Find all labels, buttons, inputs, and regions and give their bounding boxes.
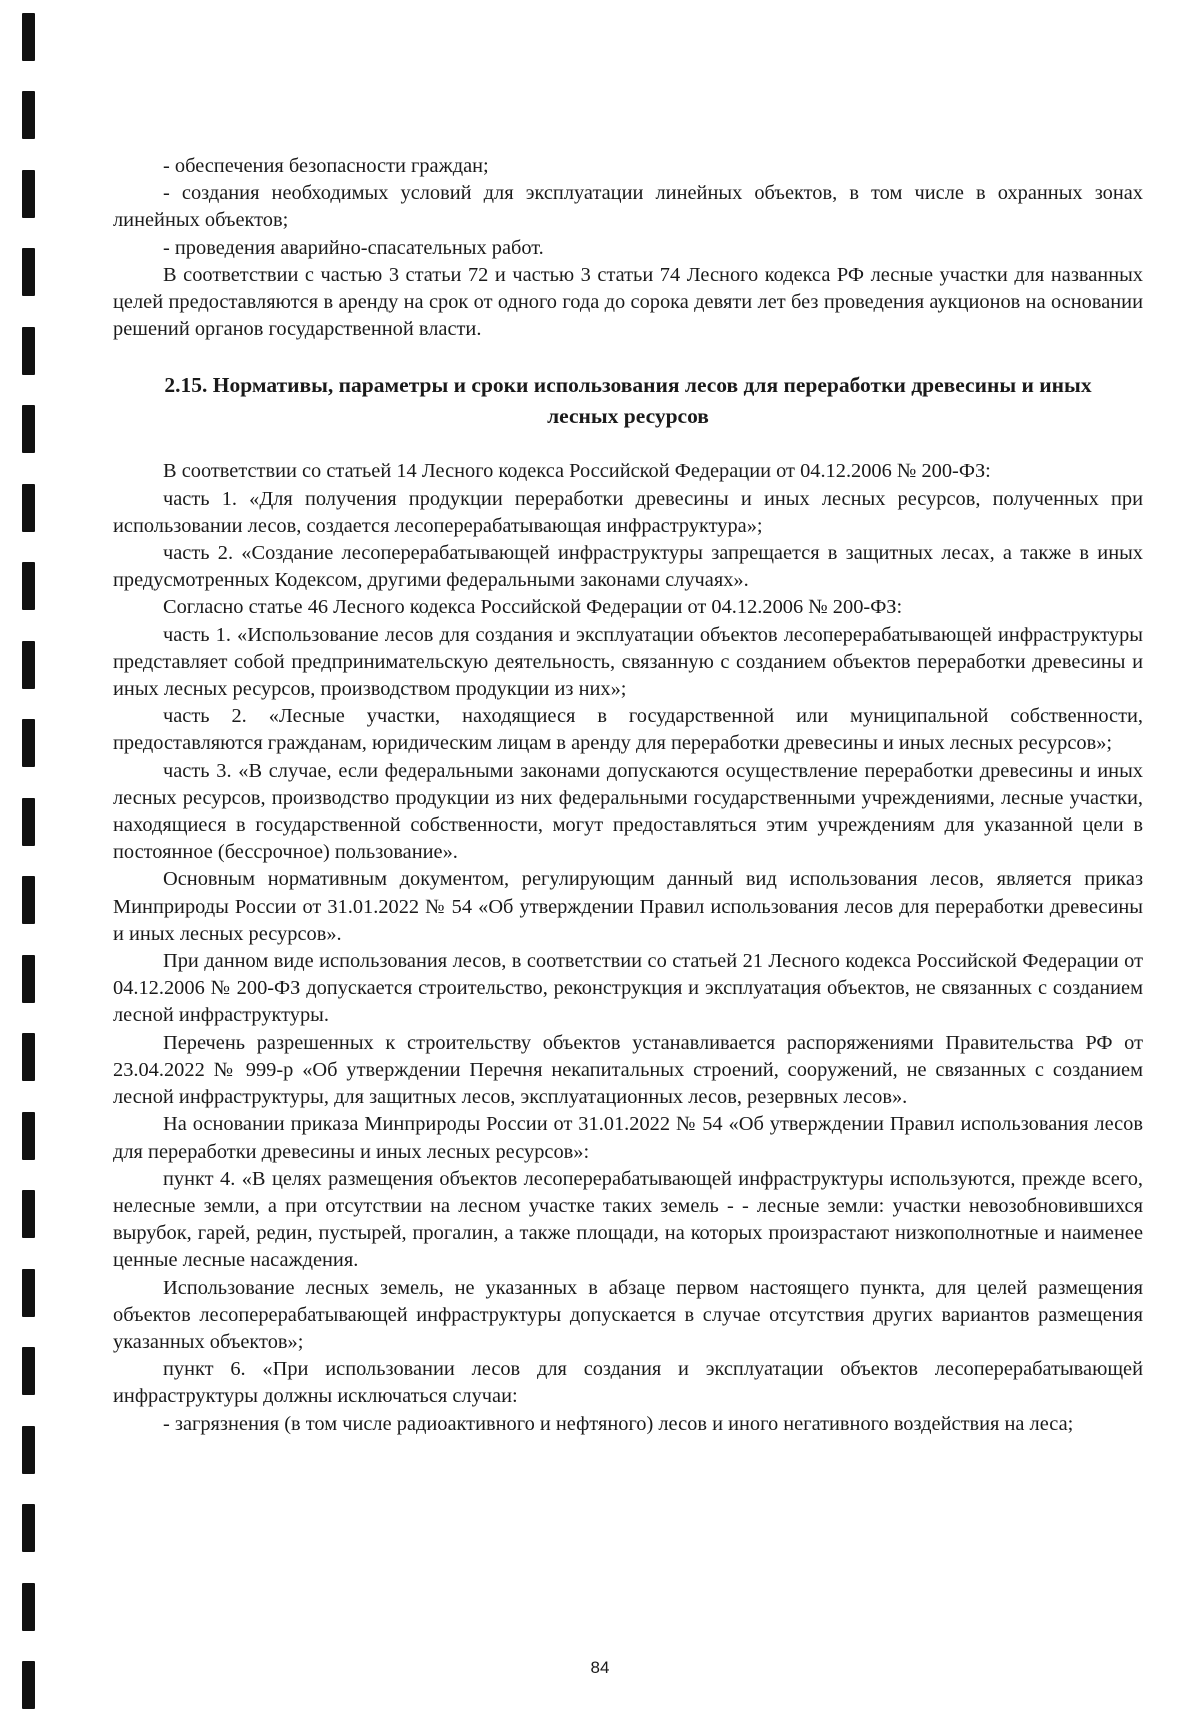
binding-mark	[22, 1583, 35, 1631]
binding-mark	[22, 641, 35, 689]
paragraph: Использование лесных земель, не указанных в абзаце первом настоящего пункта, для целей размещения объектов лесоперерабатывающей инфраструктуры допускается в случае отсутствия других вариантов размещения указанных объектов»;	[113, 1276, 1143, 1353]
binding-mark	[22, 1112, 35, 1160]
binding-mark	[22, 13, 35, 61]
intro-paragraph: В соответствии с частью 3 статьи 72 и частью 3 статьи 74 Лесного кодекса РФ лесные участки для названных целей предоставляются в аренду на срок от одного года до сорока девяти лет без проведения аукционов на основании решений органов государственной власти.	[113, 263, 1143, 341]
paragraph: часть 1. «Использование лесов для создания и эксплуатации объектов лесоперерабатывающей инфраструктуры представляет собой предпринимательскую деятельность, связанную с созданием объектов переработки древесины и иных лесных ресурсов, производством продукции из них»;	[113, 623, 1143, 701]
paragraph: часть 3. «В случае, если федеральными законами допускаются осуществление переработки древесины и иных лесных ресурсов, производство продукции из них федеральными государственными учреждениями, лесные участки, находящиеся в государственной собственности, могут предоставляться этим учреждениям для указанной цели в постоянное (бессрочное) пользование».	[113, 759, 1143, 864]
paragraph: Перечень разрешенных к строительству объектов устанавливается распоряжениями Правительства РФ от 23.04.2022 № 999-р «Об утверждении Перечня некапитальных строений, сооружений, не связанных с созданием лесной инфраструктуры, для защитных лесов, эксплуатационных лесов, резервных лесов».	[113, 1031, 1143, 1109]
binding-mark	[22, 1504, 35, 1552]
paragraph: Согласно статье 46 Лесного кодекса Российской Федерации от 04.12.2006 № 200-ФЗ:	[163, 596, 903, 619]
binding-mark	[22, 1033, 35, 1081]
paragraph: пункт 6. «При использовании лесов для создания и эксплуатации объектов лесоперерабатывающей инфраструктуры должны исключаться случаи:	[113, 1358, 1143, 1408]
binding-mark	[22, 1426, 35, 1474]
paragraph: При данном виде использования лесов, в соответствии со статьей 21 Лесного кодекса Российской Федерации от 04.12.2006 № 200-ФЗ допускается строительство, реконструкция и эксплуатация объектов, не связанных с созданием лесной инфраструктуры.	[113, 950, 1143, 1027]
binding-mark	[22, 562, 35, 610]
binding-mark	[22, 876, 35, 924]
paragraph: На основании приказа Минприроды России от 31.01.2022 № 54 «Об утверждении Правил использования лесов для переработки древесины и иных лесных ресурсов»:	[113, 1113, 1143, 1163]
binding-mark	[22, 327, 35, 375]
binding-mark	[22, 1347, 35, 1395]
binding-mark	[22, 719, 35, 767]
intro-item: - проведения аварийно-спасательных работ.	[163, 236, 544, 259]
page-number: 84	[590, 1658, 610, 1677]
binding-mark	[22, 405, 35, 453]
paragraph: В соответствии со статьей 14 Лесного кодекса Российской Федерации от 04.12.2006 № 200-ФЗ:	[163, 460, 991, 483]
section-title: 2.15. Нормативы, параметры и сроки использования лесов для переработки древесины и иных лесных ресурсов	[164, 373, 1092, 429]
binding-mark	[22, 798, 35, 846]
intro-item: - обеспечения безопасности граждан;	[163, 155, 489, 177]
paragraph: часть 1. «Для получения продукции переработки древесины и иных лесных ресурсов, полученных при использовании лесов, создается лесоперерабатывающая инфраструктура»;	[113, 487, 1143, 537]
document-body	[113, 153, 1143, 1438]
binding-mark	[22, 248, 35, 296]
paragraph: - загрязнения (в том числе радиоактивного и нефтяного) лесов и иного негативного воздействия на леса;	[163, 1412, 1074, 1435]
paragraph: часть 2. «Лесные участки, находящиеся в государственной или муниципальной собственности, предоставляются гражданам, юридическим лицам в аренду для переработки древесины и иных лесных ресурсов»;	[113, 705, 1143, 755]
binding-marks	[22, 0, 48, 1719]
paragraph: Основным нормативным документом, регулирующим данный вид использования лесов, является приказ Минприроды России от 31.01.2022 № 54 «Об утверждении Правил использования лесов для переработки древесины и иных лесных ресурсов».	[113, 868, 1143, 945]
binding-mark	[22, 484, 35, 532]
binding-mark	[22, 1269, 35, 1317]
paragraph: часть 2. «Создание лесоперерабатывающей инфраструктуры запрещается в защитных лесах, а также в иных предусмотренных Кодексом, другими федеральными законами случаях».	[113, 542, 1143, 592]
binding-mark	[22, 91, 35, 139]
paragraph: пункт 4. «В целях размещения объектов лесоперерабатывающей инфраструктуры используются, прежде всего, нелесные земли, а при отсутствии на лесном участке таких земель - - лесные земли: участки невозобновившихся вырубок, гарей, редин, пустырей, прогалин, а также площади, на которых произрастают низкополнотные и наименее ценные лесные насаждения.	[113, 1167, 1143, 1272]
binding-mark	[22, 170, 35, 218]
intro-item: - создания необходимых условий для эксплуатации линейных объектов, в том числе в охранных зонах линейных объектов;	[113, 182, 1143, 232]
binding-mark	[22, 955, 35, 1003]
binding-mark	[22, 1190, 35, 1238]
